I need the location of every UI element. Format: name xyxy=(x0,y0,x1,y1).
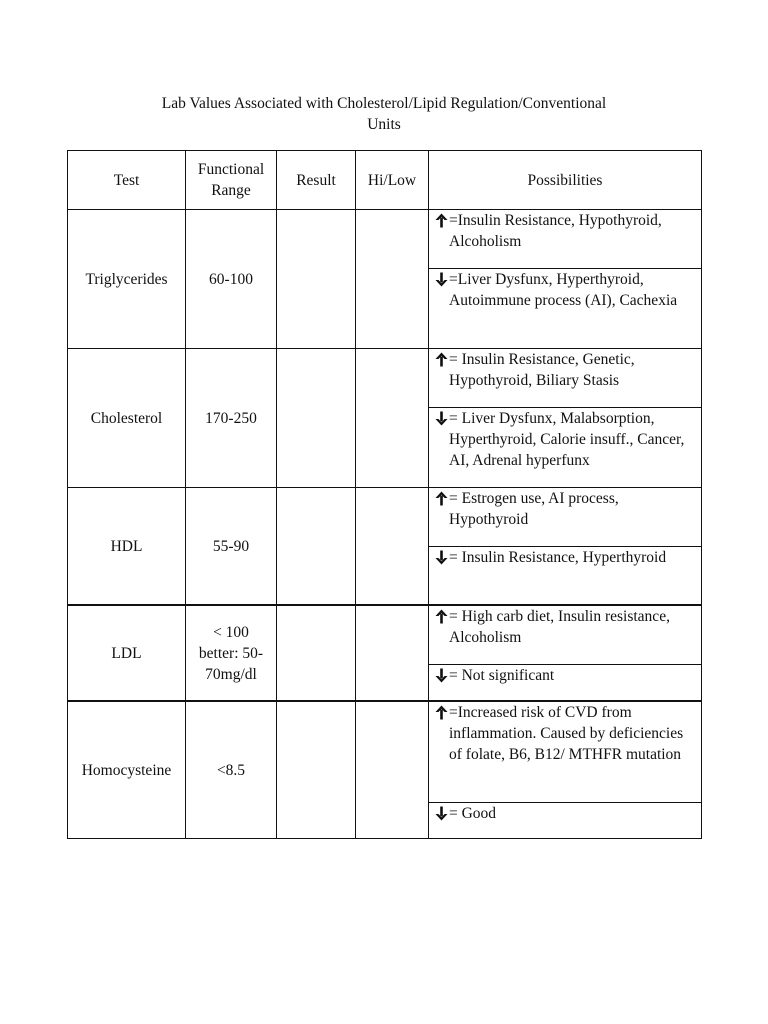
header-functional-range xyxy=(186,151,277,210)
cell-range: 55-90 xyxy=(186,488,277,606)
range-line-3: 70mg/dl xyxy=(205,665,257,683)
possibility-low-text: =Liver Dysfunx, Hyperthyroid, Autoimmune process (AI), Cachexia xyxy=(449,271,678,309)
range-line-1: < 100 xyxy=(213,623,249,641)
cell-possibilities xyxy=(429,605,702,701)
table-row-hdl xyxy=(68,488,702,606)
cell-result[interactable] xyxy=(277,605,356,701)
possibility-low-text: = Liver Dysfunx, Malabsorption, Hyperthyroid, Calorie insuff., Cancer, AI, Adrenal hyperfunx xyxy=(449,410,685,469)
arrow-up-icon xyxy=(435,213,448,228)
table-row-homocysteine xyxy=(68,701,702,839)
cell-result[interactable] xyxy=(277,701,356,839)
cell-hi-low[interactable] xyxy=(356,349,429,488)
cell-result[interactable] xyxy=(277,349,356,488)
cell-possibilities xyxy=(429,701,702,839)
header-hi-low: Hi/Low xyxy=(356,151,429,210)
table-row-ldl xyxy=(68,605,702,701)
possibility-low xyxy=(429,664,701,700)
cell-possibilities xyxy=(429,488,702,606)
possibility-high-text: =Insulin Resistance, Hypothyroid, Alcoholism xyxy=(449,212,662,250)
possibility-high-text: = Insulin Resistance, Genetic, Hypothyroid, Biliary Stasis xyxy=(449,351,635,389)
possibility-low xyxy=(429,268,701,348)
possibility-high xyxy=(429,488,701,546)
cell-hi-low[interactable] xyxy=(356,488,429,606)
possibility-high xyxy=(429,349,701,407)
cell-range: 60-100 xyxy=(186,210,277,349)
header-functional-range-line-2: Range xyxy=(211,182,251,199)
title-line-2: Units xyxy=(367,116,401,133)
possibility-low xyxy=(429,546,701,604)
arrow-up-icon xyxy=(435,352,448,367)
arrow-down-icon xyxy=(435,806,448,821)
cell-range: <8.5 xyxy=(186,701,277,839)
possibility-high-text: = Estrogen use, AI process, Hypothyroid xyxy=(449,490,619,528)
arrow-up-icon xyxy=(435,609,448,624)
cell-test: HDL xyxy=(68,488,186,606)
cell-range: 170-250 xyxy=(186,349,277,488)
cell-hi-low[interactable] xyxy=(356,605,429,701)
possibility-high-text: =Increased risk of CVD from inflammation. Caused by deficiencies of folate, B6, B12/ MTHFR mutation xyxy=(449,704,684,763)
cell-test: LDL xyxy=(68,605,186,701)
possibility-high xyxy=(429,702,701,802)
cell-hi-low[interactable] xyxy=(356,701,429,839)
arrow-up-icon xyxy=(435,705,448,720)
header-test: Test xyxy=(68,151,186,210)
arrow-down-icon xyxy=(435,272,448,287)
cell-result[interactable] xyxy=(277,210,356,349)
arrow-up-icon xyxy=(435,491,448,506)
title-line-1: Lab Values Associated with Cholesterol/Lipid Regulation/Conventional xyxy=(161,95,607,112)
possibility-low-text: = Not significant xyxy=(449,667,555,684)
header-result: Result xyxy=(277,151,356,210)
possibility-high xyxy=(429,210,701,268)
arrow-down-icon xyxy=(435,668,448,683)
page-title xyxy=(110,93,658,135)
possibility-high xyxy=(429,606,701,664)
cell-possibilities xyxy=(429,210,702,349)
cell-hi-low[interactable] xyxy=(356,210,429,349)
possibility-low-text: = Good xyxy=(449,805,497,822)
possibility-low-text: = Insulin Resistance, Hyperthyroid xyxy=(449,549,667,566)
possibility-low xyxy=(429,407,701,487)
cell-result[interactable] xyxy=(277,488,356,606)
header-possibilities: Possibilities xyxy=(429,151,702,210)
cell-test: Homocysteine xyxy=(68,701,186,839)
table-row-triglycerides xyxy=(68,210,702,349)
possibility-high-text: = High carb diet, Insulin resistance, Alcoholism xyxy=(449,608,670,646)
lab-values-table xyxy=(67,150,702,839)
cell-test: Cholesterol xyxy=(68,349,186,488)
possibility-low xyxy=(429,802,701,838)
arrow-down-icon xyxy=(435,550,448,565)
header-functional-range-line-1: Functional xyxy=(197,161,265,178)
arrow-down-icon xyxy=(435,411,448,426)
range-line-2: better: 50- xyxy=(198,644,264,662)
header-row xyxy=(68,151,702,210)
cell-possibilities xyxy=(429,349,702,488)
cell-range xyxy=(186,605,277,701)
table-row-cholesterol xyxy=(68,349,702,488)
cell-test: Triglycerides xyxy=(68,210,186,349)
